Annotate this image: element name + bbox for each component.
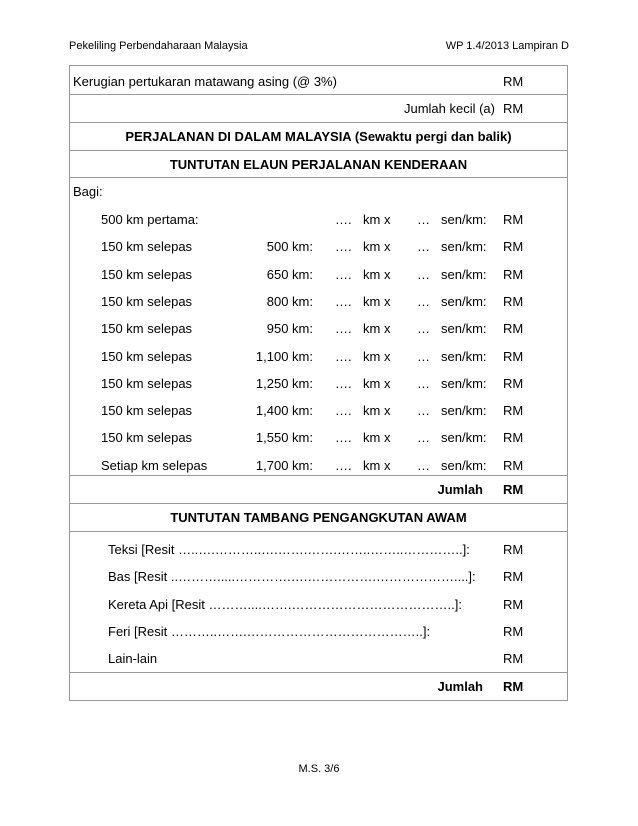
km-row-dots: …. — [335, 430, 352, 446]
km-row-after: 500 km: — [266, 239, 313, 255]
jumlah-fare-label: Jumlah — [437, 679, 483, 694]
km-row-after: 1,250 km: — [255, 375, 313, 391]
divider — [70, 531, 567, 532]
km-row-kmx: km x — [363, 430, 391, 446]
km-row-dots: …. — [335, 403, 352, 419]
km-row-after: 1,400 km: — [255, 403, 313, 419]
divider — [70, 503, 567, 504]
km-row-dots2: … — [417, 293, 430, 309]
km-row-label: 150 km selepas — [101, 239, 193, 255]
divider — [70, 122, 567, 123]
km-row-rm: RM — [503, 430, 524, 446]
km-row-rate: sen/km: — [441, 293, 487, 309]
km-row-kmx: km x — [363, 457, 391, 473]
km-row-after: 1,700 km: — [255, 457, 313, 473]
km-row-dots: …. — [335, 212, 352, 227]
km-row-rate: sen/km: — [441, 212, 487, 227]
km-row-dots: …. — [335, 321, 352, 337]
km-row-dots2: … — [417, 348, 430, 364]
claim-form-table — [69, 65, 568, 701]
km-row-rate: sen/km: — [441, 457, 487, 473]
km-row-dots2: … — [417, 212, 430, 227]
km-row-dots2: … — [417, 375, 430, 391]
km-row-rm: RM — [503, 375, 524, 391]
fare-row-rm: RM — [503, 596, 524, 612]
fare-row-rm: RM — [503, 542, 524, 557]
km-row-kmx: km x — [363, 212, 391, 227]
km-row-dots: …. — [335, 239, 352, 255]
fare-row-rm: RM — [503, 623, 524, 639]
km-row-label: 150 km selepas — [101, 403, 193, 419]
km-row-dots: …. — [335, 266, 352, 282]
section-allowance-title: TUNTUTAN ELAUN PERJALANAN KENDERAAN — [169, 157, 468, 172]
bagi-label: Bagi: — [73, 184, 103, 199]
header-right: WP 1.4/2013 Lampiran D — [445, 40, 569, 52]
km-row-rm: RM — [503, 293, 524, 309]
km-row-dots: …. — [335, 293, 352, 309]
fare-row-label: Kereta Api [Resit ………....…….………………………………..]: — [108, 596, 462, 612]
km-row-rate: sen/km: — [441, 430, 487, 446]
km-row-rate: sen/km: — [441, 403, 487, 419]
km-row-kmx: km x — [363, 348, 391, 364]
km-row-rm: RM — [503, 348, 524, 364]
km-row-rate: sen/km: — [441, 266, 487, 282]
km-row-kmx: km x — [363, 266, 391, 282]
km-row-label: 150 km selepas — [101, 430, 193, 446]
km-row-rm: RM — [503, 321, 524, 337]
km-row-dots2: … — [417, 457, 430, 473]
km-row-label: 150 km selepas — [101, 375, 193, 391]
jumlah-kecil-label: Jumlah kecil (a) — [403, 101, 495, 116]
km-row-kmx: km x — [363, 293, 391, 309]
km-row-dots: …. — [335, 457, 352, 473]
fare-row-label: Teksi [Resit …..….………..….…….…….……..……..…………..]: — [108, 542, 470, 557]
km-row-dots: …. — [335, 348, 352, 364]
km-row-kmx: km x — [363, 239, 391, 255]
km-row-after: 650 km: — [266, 266, 313, 282]
fare-row-rm: RM — [503, 651, 524, 667]
km-row-rm: RM — [503, 403, 524, 419]
km-row-rate: sen/km: — [441, 348, 487, 364]
jumlah-allowance-label: Jumlah — [437, 482, 483, 497]
km-row-rm: RM — [503, 457, 524, 473]
km-row-dots2: … — [417, 321, 430, 337]
page-number: M.S. 3/6 — [298, 763, 340, 775]
km-row-label: 500 km pertama: — [101, 212, 199, 227]
km-row-label: 150 km selepas — [101, 293, 193, 309]
km-row-rm: RM — [503, 266, 524, 282]
jumlah-kecil-rm: RM — [503, 101, 524, 116]
divider — [70, 672, 567, 673]
km-row-label: 150 km selepas — [101, 348, 193, 364]
fare-row-label: Feri [Resit ………..…….…………………………………..]: — [108, 623, 431, 639]
km-row-label: 150 km selepas — [101, 321, 193, 337]
fare-row-label: Lain-lain — [108, 651, 158, 667]
km-row-rate: sen/km: — [441, 375, 487, 391]
divider — [70, 150, 567, 151]
km-row-rate: sen/km: — [441, 321, 487, 337]
km-row-dots2: … — [417, 403, 430, 419]
km-row-dots2: … — [417, 430, 430, 446]
km-row-label: 150 km selepas — [101, 266, 193, 282]
divider — [70, 94, 567, 95]
km-row-dots2: … — [417, 266, 430, 282]
jumlah-fare-rm: RM — [503, 679, 524, 694]
km-row-after: 1,550 km: — [255, 430, 313, 446]
km-row-rate: sen/km: — [441, 239, 487, 255]
km-row-after: 1,100 km: — [255, 348, 313, 364]
km-row-dots2: … — [417, 239, 430, 255]
fare-row-rm: RM — [503, 569, 524, 585]
km-row-kmx: km x — [363, 375, 391, 391]
divider — [70, 475, 567, 476]
km-row-label: Setiap km selepas — [101, 457, 208, 473]
km-row-rm: RM — [503, 212, 524, 227]
section-fare-title: TUNTUTAN TAMBANG PENGANGKUTAN AWAM — [170, 510, 467, 525]
section-travel-title: PERJALANAN DI DALAM MALAYSIA (Sewaktu pergi dan balik) — [125, 129, 512, 144]
divider — [70, 177, 567, 178]
km-row-rm: RM — [503, 239, 524, 255]
km-row-after: 950 km: — [266, 321, 313, 337]
fare-row-label: Bas [Resit ..……….....………….….…………….………………....]: — [108, 569, 476, 585]
km-row-kmx: km x — [363, 403, 391, 419]
km-row-dots: …. — [335, 375, 352, 391]
km-row-kmx: km x — [363, 321, 391, 337]
header-left: Pekeliling Perbendaharaan Malaysia — [69, 40, 248, 52]
kerugian-rm: RM — [503, 74, 524, 89]
jumlah-allowance-rm: RM — [503, 482, 524, 497]
km-row-after: 800 km: — [266, 293, 313, 309]
kerugian-label: Kerugian pertukaran matawang asing (@ 3%) — [73, 74, 337, 89]
